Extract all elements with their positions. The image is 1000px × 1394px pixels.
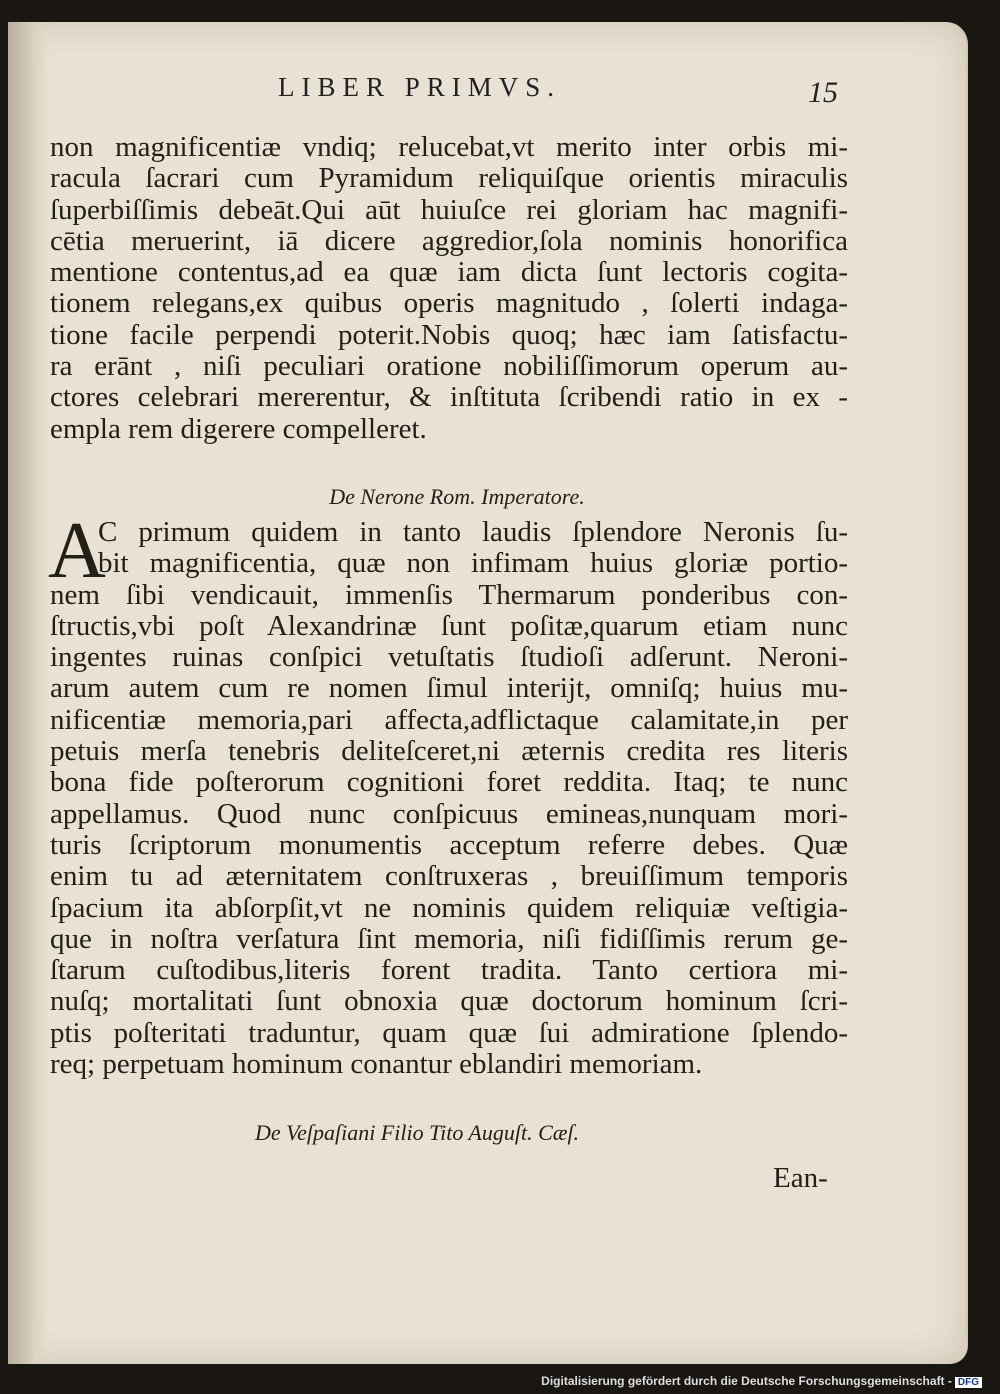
text-line: appellamus. Quod nunc conſpicuus emineas,nunquam mori- [50,797,848,830]
running-head: LIBER PRIMVS. [278,72,562,102]
text-line: bona fide poſterorum cognitioni foret reddita. Itaq; te nunc [50,766,848,799]
paragraph-1 [50,132,848,445]
text-line: ingentes ruinas conſpici vetuſtatis ſtudioſi adſerunt. Neroni- [50,641,848,674]
digitization-credit [541,1374,982,1388]
text-line: ptis poſteritati traduntur, quam quæ ſui admiratione ſplendo- [50,1016,848,1049]
section-heading-nero: De Nerone Rom. Imperatore. [329,484,585,509]
text-line: enim tu ad æternitatem conſtruxeras , breuiſſimum temporis [50,860,848,893]
text-line: bit magnificentia, quæ non infimam huius gloriæ portio- [98,547,848,580]
page-number: 15 [808,76,838,109]
text-line: req; perpetuam hominum conantur eblandiri memoriam. [50,1048,703,1081]
page-gutter-shadow [8,22,48,1364]
text-line: nificentiæ memoria,pari affecta,adflictaque calamitate,in per [50,703,848,736]
dfg-logo: DFG [955,1377,982,1388]
paragraph-2 [48,507,848,1081]
text-line: tionem relegans,ex quibus operis magnitudo , ſolerti indaga- [50,287,848,320]
text-line: non magnificentiæ vndiq; relucebat,vt merito inter orbis mi- [50,131,848,163]
text-line: arum autem cum re nomen ſimul interijt, omniſq; huius mu- [50,672,848,705]
text-line: mentione contentus,ad ea quæ iam dicta ſunt lectoris cogita- [50,256,848,289]
text-line: ſtarum cuſtodibus,literis forent tradita. Tanto certiora mi- [50,954,848,987]
text-line: ſtructis,vbi poſt Alexandrinæ ſunt poſitæ,quarum etiam nunc [50,609,848,642]
drop-cap: A [48,507,106,595]
text-line: que in noſtra verſatura ſint memoria, niſi fidiſſimis rerum ge- [50,922,848,955]
text-line: racula ſacrari cum Pyramidum reliquiſque orientis miraculis [50,162,848,195]
section-heading-titus: De Veſpaſiani Filio Tito Auguſt. Cæſ. [254,1120,580,1145]
text-line: empla rem digerere compelleret. [50,412,427,445]
text-line: petuis merſa tenebris deliteſceret,ni æternis credita res literis [50,735,848,768]
text-line: turis ſcriptorum monumentis acceptum referre debes. Quæ [50,828,848,861]
page-header [8,72,966,112]
catchword: Ean- [773,1162,828,1194]
text-line: C primum quidem in tanto laudis ſplendore Neronis ſu- [98,516,848,548]
text-line: ſuperbiſſimis debeāt.Qui aūt huiuſce rei gloriam hac magnifi- [50,193,848,226]
text-line: ctores celebrari mererentur, & inſtituta ſcribendi ratio in ex - [50,381,848,414]
text-line: ſpacium ita abſorpſit,vt ne nominis quidem reliquiæ veſtigia- [50,891,848,924]
text-line: ra erānt , niſi peculiari oratione nobiliſſimorum operum au- [50,350,848,383]
text-line: nuſq; mortalitati ſunt obnoxia quæ doctorum hominum ſcri- [50,985,848,1018]
credit-text: Digitalisierung gefördert durch die Deutsche Forschungsgemeinschaft - [541,1374,952,1388]
text-line: tione facile perpendi poterit.Nobis quoq; hæc iam ſatisfactu- [50,318,848,351]
text-line: nem ſibi vendicauit, immenſis Thermarum ponderibus con- [50,578,848,611]
book-page [8,22,966,1364]
text-line: cētia meruerint, iā dicere aggredior,ſola nominis honorifica [50,224,848,257]
